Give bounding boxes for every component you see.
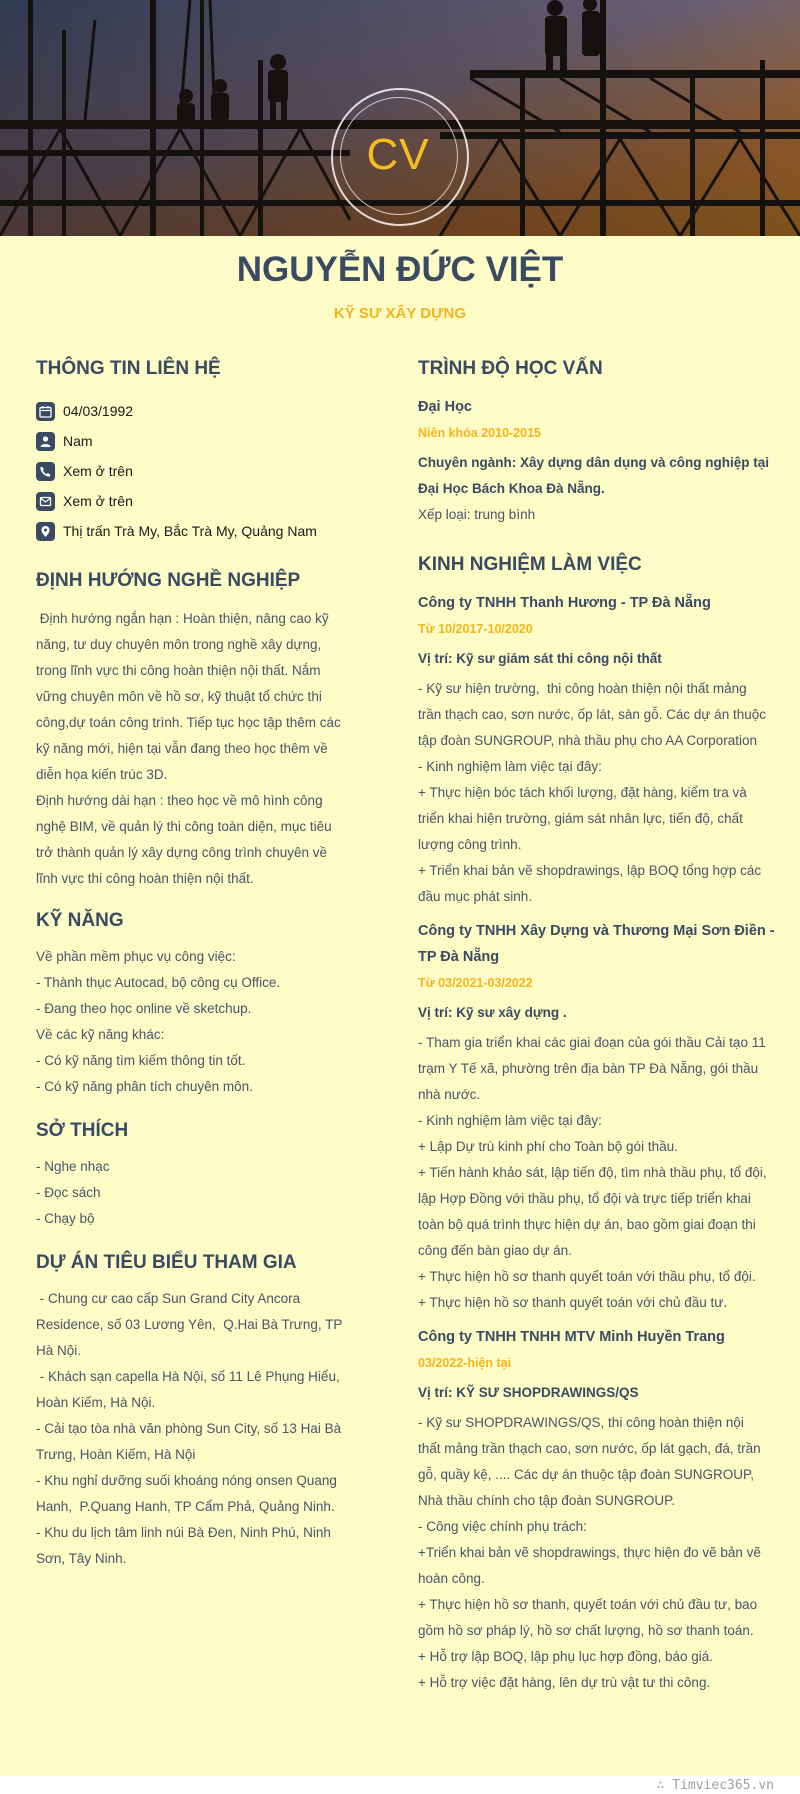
hobbies-section-title: SỞ THÍCH bbox=[36, 1120, 129, 1141]
job-2-description: - Tham gia triển khai các giai đoạn của gói thầu Cải tạo 11 trạm Y Tế xã, phường trên địa bàn TP Đà Nẵng, gói thầu nhà nước. - Kinh nghiệm làm việc tại đây: + Lập Dự trù kinh phí cho Toàn bộ gói thầu. + Tiến hành khảo sát, lập tiến độ, tìm nhà thầu phụ, tổ đội, lập Hợp Đồng với thầu phụ, tổ đội và trực tiếp triển khai toàn bộ quá trình thực hiện dự án, bao gồm giai đoạn thi công đến bàn giao dự án. + Thực hiện hồ sơ thanh quyết toán với thầu phụ, tổ đội. + Thực hiện hồ sơ thanh quyết toán với chủ đầu tư. bbox=[418, 1035, 767, 1310]
hobbies-text: - Nghe nhạc - Đọc sách - Chạy bộ bbox=[36, 1159, 110, 1226]
contact-gender-text: Nam bbox=[63, 433, 93, 449]
user-icon bbox=[36, 432, 55, 451]
contact-section-title: THÔNG TIN LIÊN HỆ bbox=[36, 358, 221, 379]
contact-address-text: Thị trấn Trà My, Bắc Trà My, Quảng Nam bbox=[63, 523, 317, 539]
phone-icon bbox=[36, 462, 55, 481]
education-grade: Xếp loại: trung bình bbox=[418, 507, 536, 522]
career-text: Định hướng ngắn hạn : Hoàn thiện, nâng cao kỹ năng, tư duy chuyên môn trong nghề xây dựng, trong lĩnh vực thi công hoàn thiện nội thất. Nắm vững chuyên môn về hồ sơ, kỹ thuật tổ chức thi công,dự toán công trình. Tiếp tục học tập thêm các kỹ năng mới, hiện tại vẫn đang theo học thêm về diễn họa kiến trúc 3D. Định hướng dài hạn : theo học về mô hình công nghệ BIM, về quản lý thi công toàn diện, mục tiêu trở thành quản lý xây dựng công trình chuyên về lĩnh vực thi công hoàn thiện nội thất. bbox=[36, 611, 341, 886]
education-section-title: TRÌNH ĐỘ HỌC VẤN bbox=[418, 358, 603, 379]
contact-phone-text: Xem ở trên bbox=[63, 463, 133, 479]
header-banner bbox=[0, 0, 800, 236]
job-2-period: Từ 03/2021-03/2022 bbox=[418, 976, 533, 990]
contact-birthday bbox=[36, 396, 358, 426]
email-icon bbox=[36, 492, 55, 511]
cv-badge-text: CV bbox=[366, 130, 430, 179]
job-2-position: Vị trí: Kỹ sư xây dựng . bbox=[418, 1005, 567, 1020]
location-icon bbox=[36, 522, 55, 541]
projects-text: - Chung cư cao cấp Sun Grand City Ancora Residence, số 03 Lương Yên, Q.Hai Bà Trưng, TP Hà Nội. - Khách sạn capella Hà Nội, số 11 Lê Phụng Hiểu, Hoàn Kiếm, Hà Nội. - Cải tạo tòa nhà văn phòng Sun City, số 13 Hai Bà Trưng, Hoàn Kiếm, Hà Nội - Khu nghỉ dưỡng suối khoáng nóng onsen Quang Hanh, P.Quang Hanh, TP Cẩm Phả, Quảng Ninh. - Khu du lịch tâm linh núi Bà Đen, Ninh Phú, Ninh Sơn, Tây Ninh. bbox=[36, 1291, 343, 1566]
contact-gender bbox=[36, 426, 358, 456]
experience-section-title: KINH NGHIỆM LÀM VIỆC bbox=[418, 554, 642, 575]
contact-address bbox=[36, 516, 358, 546]
job-3-period: 03/2022-hiện tại bbox=[418, 1356, 512, 1370]
skills-text: Về phần mềm phục vụ công việc: - Thành thục Autocad, bộ công cụ Office. - Đang theo học online về sketchup. Về các kỹ năng khác: - Có kỹ năng tìm kiếm thông tin tốt. - Có kỹ năng phân tích chuyên môn. bbox=[36, 949, 281, 1094]
job-1-company: Công ty TNHH Thanh Hương - TP Đà Nẵng bbox=[418, 595, 711, 611]
site-watermark: ∴ Timviec365.vn bbox=[656, 1778, 774, 1793]
job-1-period: Từ 10/2017-10/2020 bbox=[418, 622, 533, 636]
projects-section-title: DỰ ÁN TIÊU BIỂU THAM GIA bbox=[36, 1252, 297, 1273]
skills-section-title: KỸ NĂNG bbox=[36, 910, 124, 931]
contact-birthday-text: 04/03/1992 bbox=[63, 403, 134, 419]
education-period: Niên khóa 2010-2015 bbox=[418, 426, 541, 440]
education-major: Chuyên ngành: Xây dựng dân dụng và công nghiệp tại Đại Học Bách Khoa Đà Nẵng. bbox=[418, 455, 770, 496]
contact-phone bbox=[36, 456, 358, 486]
right-column bbox=[418, 356, 778, 1696]
job-3-company: Công ty TNHH TNHH MTV Minh Huyền Trang bbox=[418, 1329, 725, 1345]
contact-email-text: Xem ở trên bbox=[63, 493, 133, 509]
calendar-icon bbox=[36, 402, 55, 421]
education-degree: Đại Học bbox=[418, 399, 472, 415]
job-3-description: - Kỹ sư SHOPDRAWINGS/QS, thi công hoàn thiện nội thất mảng trần thạch cao, sơn nước, ốp lát gạch, đá, trần gỗ, quầy kệ, .... Các dự án thuộc tập đoàn SUNGROUP, Nhà thầu chính cho tập đoàn SUNGROUP. - Công việc chính phụ trách: +Triển khai bản vẽ shopdrawings, thực hiện đo vẽ bản vẽ hoàn công. + Thực hiện hồ sơ thanh, quyết toán với chủ đầu tư, bao gồm hồ sơ pháp lý, hồ sơ chất lượng, hồ sơ thanh toán. + Hỗ trợ lập BOQ, lập phụ lục hợp đồng, báo giá. + Hỗ trợ việc đặt hàng, lên dự trù vật tư thi công. bbox=[418, 1415, 761, 1690]
job-3-position: Vị trí: KỸ SƯ SHOPDRAWINGS/QS bbox=[418, 1385, 639, 1400]
contact-email bbox=[36, 486, 358, 516]
job-1-description: - Kỹ sư hiện trường, thi công hoàn thiện nội thất mảng trần thạch cao, sơn nước, ốp lát, sàn gỗ. Các dự án thuộc tập đoàn SUNGROUP, nhà thầu phụ cho AA Corporation - Kinh nghiệm làm việc tại đây: + Thực hiện bóc tách khối lượng, đặt hàng, kiểm tra và triển khai hiện trường, giám sát nhân lực, tiến độ, chất lượng công trình. + Triển khai bản vẽ shopdrawings, lập BOQ tổng hợp các đầu mục phát sinh. bbox=[418, 681, 766, 904]
career-section-title: ĐỊNH HƯỚNG NGHỀ NGHIỆP bbox=[36, 570, 301, 591]
job-title: KỸ SƯ XÂY DỰNG bbox=[333, 305, 467, 322]
job-1-position: Vị trí: Kỹ sư giám sát thi công nội thất bbox=[418, 651, 662, 666]
left-column bbox=[36, 356, 358, 1572]
job-2-company: Công ty TNHH Xây Dựng và Thương Mại Sơn Điền - TP Đà Nẵng bbox=[418, 923, 775, 965]
candidate-name: NGUYỄN ĐỨC VIỆT bbox=[236, 250, 564, 289]
